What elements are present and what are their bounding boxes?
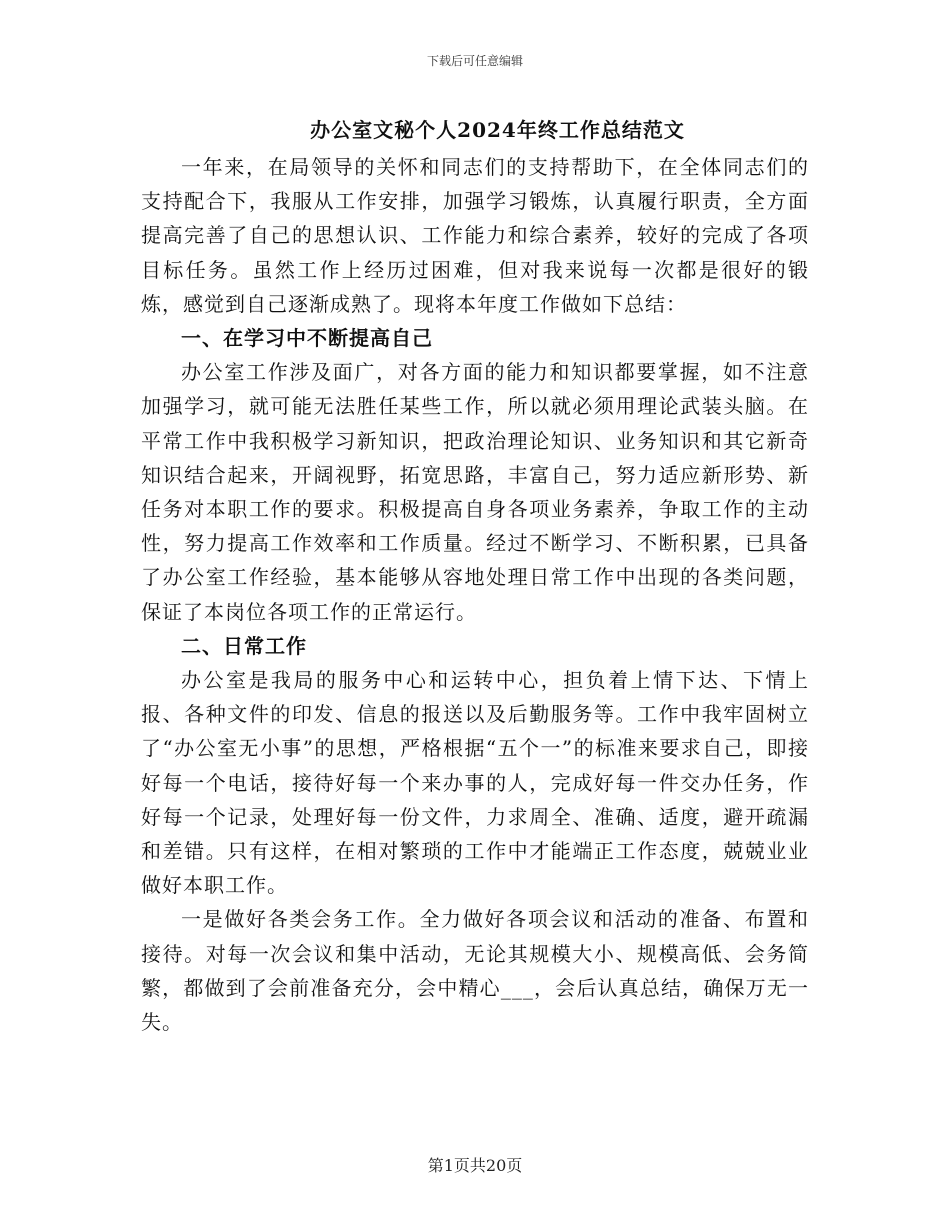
section-heading-daily-work: 二、日常工作 bbox=[181, 633, 307, 658]
meeting-affairs-paragraph: 一是做好各类会务工作。全力做好各项会议和活动的准备、布置和接待。对每一次会议和集中活动，无论其规模大小、规模高低、会务简繁，都做到了会前准备充分，会中精心___，会后认真总结，确保万无一失。 bbox=[141, 907, 809, 1035]
section-body-study: 办公室工作涉及面广，对各方面的能力和知识都要掌握，如不注意加强学习，就可能无法胜任某些工作，所以就必须用理论武装头脑。在平常工作中我积极学习新知识，把政治理论知识、业务知识和其它新奇知识结合起来，开阔视野，拓宽思路，丰富自己，努力适应新形势、新任务对本职工作的要求。积极提高自身各项业务素养，争取工作的主动性，努力提高工作效率和工作质量。经过不断学习、不断积累，已具备了办公室工作经验，基本能够从容地处理日常工作中出现的各类问题，保证了本岗位各项工作的正常运行。 bbox=[141, 360, 809, 624]
document-body bbox=[141, 150, 809, 1039]
section-body-daily-work: 办公室是我局的服务中心和运转中心，担负着上情下达、下情上报、各种文件的印发、信息的报送以及后勤服务等。工作中我牢固树立了“办公室无小事”的思想，严格根据“五个一”的标准来要求自己，即接好每一个电话，接待好每一个来办事的人，完成好每一件交办任务，作好每一个记录，处理好每一份文件，力求周全、准确、适度，避开疏漏和差错。只有这样，在相对繁琐的工作中才能端正工作态度，兢兢业业做好本职工作。 bbox=[141, 668, 809, 898]
intro-paragraph: 一年来，在局领导的关怀和同志们的支持帮助下，在全体同志们的支持配合下，我服从工作安排，加强学习锻炼，认真履行职责，全方面提高完善了自己的思想认识、工作能力和综合素养，较好的完成了各项目标任务。虽然工作上经历过困难，但对我来说每一次都是很好的锻炼，感觉到自己逐渐成熟了。现将本年度工作做如下总结： bbox=[141, 155, 809, 316]
page-footer: 第1页共20页 bbox=[427, 1156, 523, 1175]
section-heading-study: 一、在学习中不断提高自己 bbox=[181, 326, 433, 351]
document-title: 办公室文秘个人2024年终工作总结范文 bbox=[310, 118, 685, 142]
page-header-note: 下载后可任意编辑 bbox=[426, 54, 523, 68]
